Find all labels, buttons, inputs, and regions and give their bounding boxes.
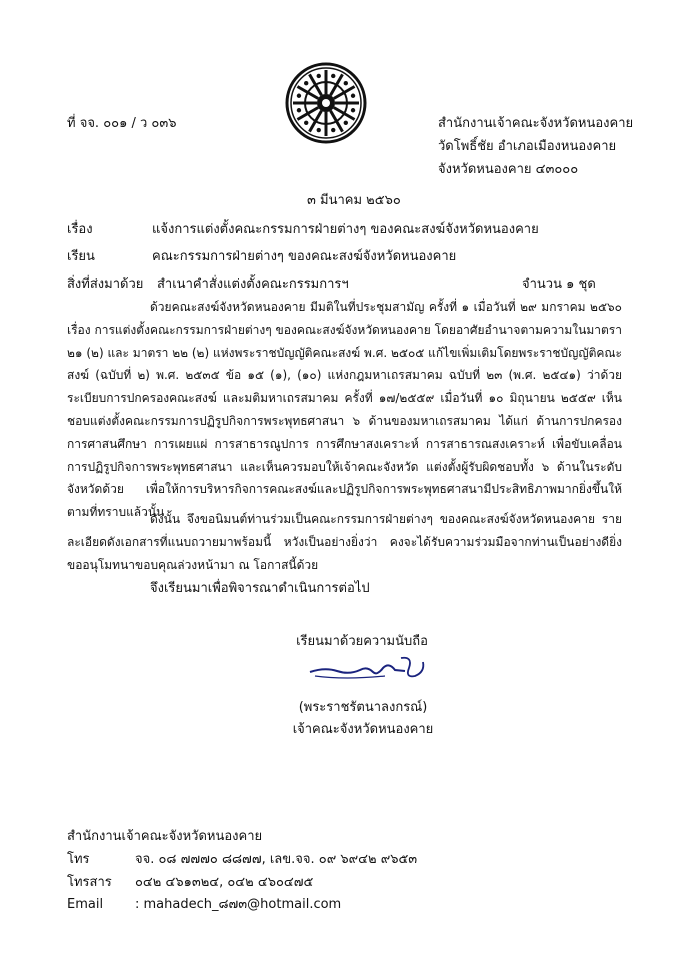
email-address[interactable]: : mahadech_๘๗๓@hotmail.com: [135, 897, 342, 913]
letter-date: ๓ มีนาคม ๒๕๖๐: [307, 193, 401, 208]
closing-text: เรียนมาด้วยความนับถือ: [296, 634, 428, 649]
phone-numbers: จจ. ๐๘ ๗๗๗๐ ๘๘๗๗, เลข.จจ. ๐๙ ๖๙๔๒ ๙๖๕๓: [135, 851, 418, 867]
footer-contact: [67, 826, 417, 917]
office-name: สำนักงานเจ้าคณะจังหวัดหนองคาย: [438, 116, 634, 131]
fax-label: โทรสาร: [67, 874, 112, 890]
enclosure-label: สิ่งที่ส่งมาด้วย: [67, 277, 144, 292]
address-line-1: วัดโพธิ์ชัย อำเภอเมืองหนองคาย: [438, 139, 617, 154]
body-paragraph-1: ด้วยคณะสงฆ์จังหวัดหนองคาย มีมติในที่ประชุมสามัญ ครั้งที่ ๑ เมื่อวันที่ ๒๙ มกราคม ๒๕๖๐ เรื่อง การแต่งตั้งคณะกรรมการฝ่ายต่างๆ ของคณะสงฆ์จังหวัดหนองคาย โดยอาศัยอำนาจตามความในมาตรา ๒๑ (๒) และ มาตรา ๒๒ (๒) แห่งพระราชบัญญัติคณะสงฆ์ พ.ศ. ๒๕๐๕ แก้ไขเพิ่มเติมโดยพระราชบัญญัติคณะสงฆ์ (ฉบับที่ ๒) พ.ศ. ๒๕๓๕ ข้อ ๑๕ (๑), (๑๐) แห่งกฎมหาเถรสมาคม ฉบับที่ ๒๓ (พ.ศ. ๒๕๔๑) ว่าด้วยระเบียบการปกครองคณะสงฆ์ และมติมหาเถรสมาคม ครั้งที่ ๑๗/๒๕๕๙ เมื่อวันที่ ๑๐ มิถุนายน ๒๕๕๙ เห็นชอบแต่งตั้งคณะกรรมการปฏิรูปกิจการพระพุทธศาสนา ๖ ด้านของมหาเถรสมาคม ได้แก่ ด้านการปกครอง การศาสนศึกษา การเผยแผ่ การสาธารณูปการ การศึกษาสงเคราะห์ การสาธารณสงเคราะห์ เพื่อขับเคลื่อนการปฏิรูปกิจการพระพุทธศาสนา และเห็นควรมอบให้เจ้าคณะจังหวัด แต่งตั้งผู้รับผิดชอบทั้ง ๖ ด้านในระดับจังหวัดด้วย เพื่อให้การบริหารกิจการคณะสงฆ์และปฏิรูปกิจการพระพุทธศาสนามีประสิทธิภาพมากยิ่งขึ้นให้ ตามที่ทราบแล้วนั้น: [67, 300, 622, 520]
footer-office: สำนักงานเจ้าคณะจังหวัดหนองคาย: [67, 829, 263, 844]
body-paragraph-2: ดังนั้น จึงขอนิมนต์ท่านร่วมเป็นคณะกรรมการฝ่ายต่างๆ ของคณะสงฆ์จังหวัดหนองคาย รายละเอียดดังเอกสารที่แนบถวายมาพร้อมนี้ หวังเป็นอย่างยิ่งว่า คงจะได้รับความร่วมมือจากท่านเป็นอย่างดียิ่ง ขออนุโมทนาขอบคุณล่วงหน้ามา ณ โอกาสนี้ด้วย: [67, 512, 622, 572]
office-address-block: [438, 112, 633, 181]
enclosure-text: สำเนาคำสั่งแต่งตั้งคณะกรรมการฯ: [157, 277, 349, 292]
email-label: Email: [67, 897, 104, 913]
address-line-2: จังหวัดหนองคาย ๔๓๐๐๐: [438, 162, 579, 177]
body-paragraph-3: จึงเรียนมาเพื่อพิจารณาดำเนินการต่อไป: [150, 581, 370, 596]
dharma-wheel-seal-icon: [285, 62, 367, 144]
enclosure-quantity: จำนวน ๑ ชุด: [522, 277, 596, 292]
subject-text: แจ้งการแต่งตั้งคณะกรรมการฝ่ายต่างๆ ของคณะสงฆ์จังหวัดหนองคาย: [152, 222, 539, 237]
subject-label: เรื่อง: [67, 222, 93, 237]
signatory-name: (พระราชรัตนาลงกรณ์): [298, 700, 428, 715]
recipient-text: คณะกรรมการฝ่ายต่างๆ ของคณะสงฆ์จังหวัดหนองคาย: [152, 249, 457, 264]
handwritten-signature: [305, 652, 435, 686]
signatory-title: เจ้าคณะจังหวัดหนองคาย: [292, 722, 434, 737]
fax-numbers: ๐๔๒ ๔๖๑๓๒๔, ๐๔๒ ๔๖๐๔๗๕: [135, 874, 314, 890]
recipient-label: เรียน: [67, 249, 95, 264]
phone-label: โทร: [67, 851, 90, 867]
reference-number: ที่ จจ. ๐๐๑ / ว ๐๓๖: [67, 116, 177, 131]
